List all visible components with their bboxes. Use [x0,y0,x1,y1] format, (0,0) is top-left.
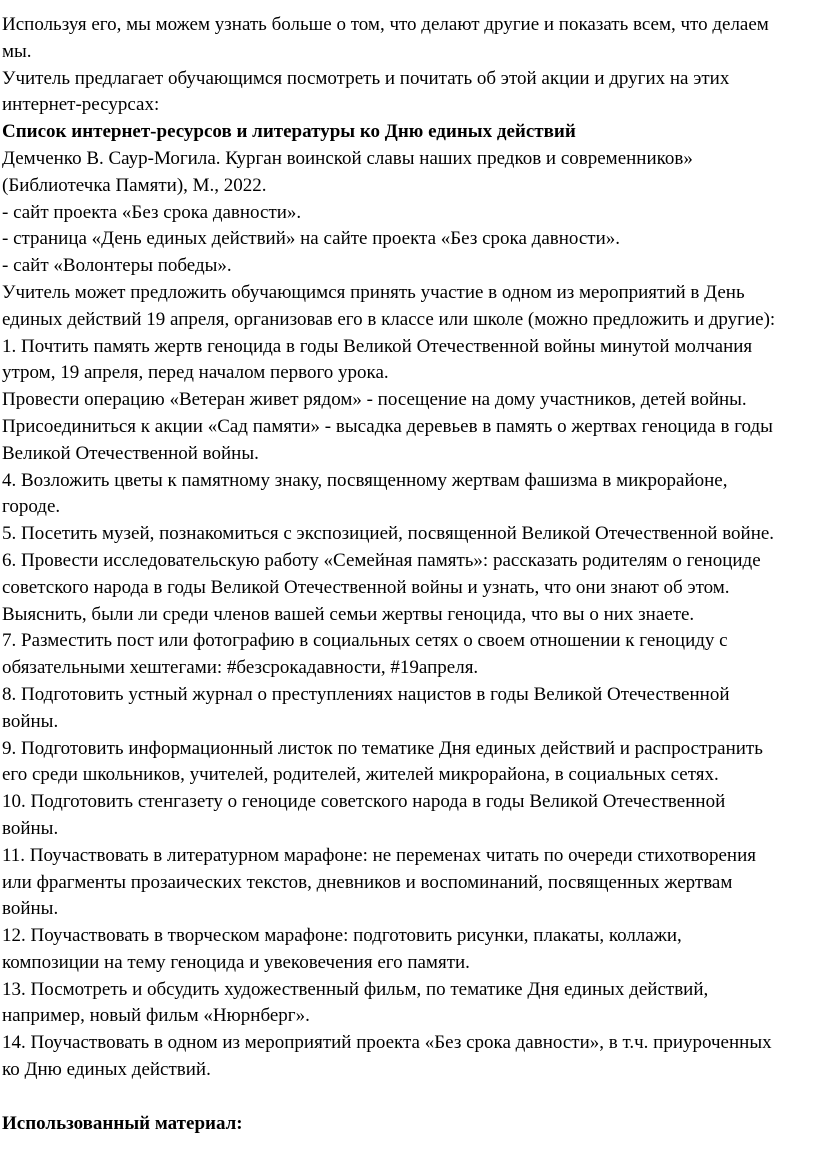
list-item-cont: советского народа в годы Великой Отечественной войны и узнать, что они знают об этом. [2,576,730,598]
list-item: 13. Посмотреть и обсудить художественный фильм, по тематике Дня единых действий, [2,978,709,1000]
list-item: 8. Подготовить устный журнал о преступлениях нацистов в годы Великой Отечественной [2,683,730,705]
list-item-cont: утром, 19 апреля, перед началом первого урока. [2,362,389,384]
resources-section [2,119,816,280]
materials-heading: Использованный материал: [2,1112,243,1134]
list-item-cont: городе. [2,496,61,518]
list-item: 4. Возложить цветы к памятному знаку, посвященному жертвам фашизма в микрорайоне, [2,469,728,491]
list-item: 11. Поучаствовать в литературном марафоне: не переменах читать по очереди стихотворения [2,844,756,866]
intro-paragraph [2,12,816,119]
list-item-cont: войны. [2,710,59,732]
text-line: единых действий 19 апреля, организовав его в классе или школе (можно предложить и другие): [2,308,776,330]
list-item-cont: обязательными хештегами: #безсрокадавности, #19апреля. [2,657,479,679]
list-item: 14. Поучаствовать в одном из мероприятий проекта «Без срока давности», в т.ч. приуроченных [2,1032,772,1054]
list-item-cont: композиции на тему геноцида и увековечения его памяти. [2,951,470,973]
list-item: 12. Поучаствовать в творческом марафоне: подготовить рисунки, плакаты, коллажи, [2,925,682,947]
resource-site-item: - сайт проекта «Без срока давности». [2,201,302,223]
text-line: мы. [2,40,32,62]
text-line: Используя его, мы можем узнать больше о том, что делают другие и показать всем, что делаем [2,14,769,35]
list-item: 1. Почтить память жертв геноцида в годы Великой Отечественной войны минутой молчания [2,335,753,357]
book-reference-cont: (Библиотечка Памяти), М., 2022. [2,174,267,196]
list-item-cont: ко Дню единых действий. [2,1059,211,1081]
list-item: Провести операцию «Ветеран живет рядом» - посещение на дому участников, детей войны. [2,389,747,411]
list-item-cont: войны. [2,817,59,839]
list-item: 6. Провести исследовательскую работу «Семейная память»: рассказать родителям о геноциде [2,549,761,571]
activity-list [2,334,816,1084]
list-item-cont: войны. [2,898,59,920]
text-line: Учитель может предложить обучающимся принять участие в одном из мероприятий в День [2,281,745,303]
text-line: Учитель предлагает обучающимся посмотреть и почитать об этой акции и других на этих [2,67,730,89]
list-item-cont: Великой Отечественной войны. [2,442,259,464]
list-item: 10. Подготовить стенгазету о геноциде советского народа в годы Великой Отечественной [2,791,726,813]
list-item: 5. Посетить музей, познакомиться с экспозицией, посвященной Великой Отечественной войне. [2,523,775,545]
proposal-paragraph [2,280,816,334]
resources-heading: Список интернет-ресурсов и литературы ко Дню единых действий [2,121,576,143]
book-reference: Демченко В. Саур-Могила. Курган воинской славы наших предков и современников» [2,147,693,169]
list-item: 7. Разместить пост или фотографию в социальных сетях о своем отношении к геноциду с [2,630,728,652]
resource-site-item: - страница «День единых действий» на сайте проекта «Без срока давности». [2,228,621,250]
list-item-cont: например, новый фильм «Нюрнберг». [2,1005,310,1027]
list-item: 9. Подготовить информационный листок по тематике Дня единых действий и распространить [2,737,763,759]
resource-site-item: - сайт «Волонтеры победы». [2,255,232,277]
list-item-cont: Выяснить, были ли среди членов вашей семьи жертвы геноцида, что вы о них знаете. [2,603,695,625]
text-line: интернет-ресурсах: [2,94,160,116]
list-item-cont: его среди школьников, учителей, родителей, жителей микрорайона, в социальных сетях. [2,764,719,786]
list-item: Присоединиться к акции «Сад памяти» - высадка деревьев в память о жертвах геноцида в годы [2,415,773,437]
blank-line [2,1084,816,1111]
list-item-cont: или фрагменты прозаических текстов, дневников и воспоминаний, посвященных жертвам [2,871,733,893]
